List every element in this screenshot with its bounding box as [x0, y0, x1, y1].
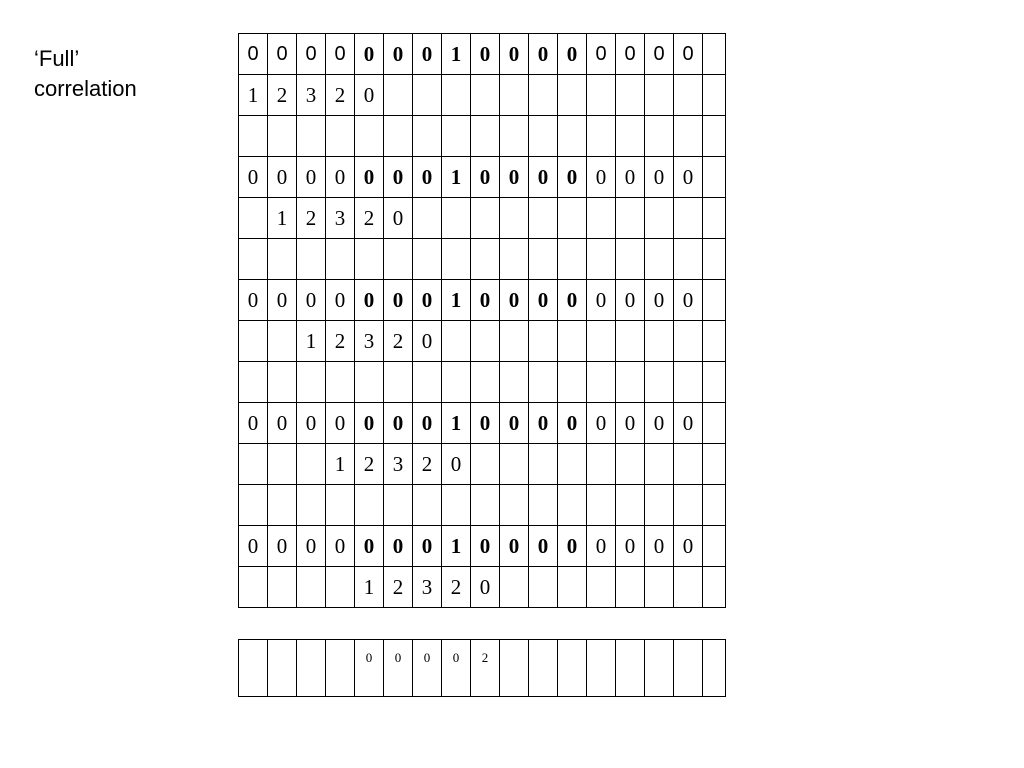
kernel-cell	[674, 444, 703, 485]
blank-cell	[413, 239, 442, 280]
kernel-cell: 0	[355, 75, 384, 116]
signal-cell: 0	[297, 526, 326, 567]
blank-cell	[529, 116, 558, 157]
kernel-cell	[587, 567, 616, 608]
kernel-cell	[558, 198, 587, 239]
blank-cell	[587, 362, 616, 403]
signal-cell: 0	[384, 34, 413, 75]
blank-cell	[384, 362, 413, 403]
signal-cell: 0	[587, 403, 616, 444]
result-cell: 0	[384, 640, 413, 697]
correlation-grid	[238, 33, 726, 608]
signal-cell: 0	[268, 34, 297, 75]
signal-cell: 0	[674, 526, 703, 567]
signal-row	[239, 157, 726, 198]
kernel-cell	[471, 321, 500, 362]
signal-cell: 0	[616, 526, 645, 567]
blank-cell	[239, 116, 268, 157]
blank-cell	[471, 239, 500, 280]
signal-cell: 0	[471, 403, 500, 444]
kernel-cell	[297, 444, 326, 485]
kernel-cell	[500, 444, 529, 485]
result-cell	[616, 640, 645, 697]
blank-cell	[239, 362, 268, 403]
kernel-cell: 3	[326, 198, 355, 239]
kernel-cell: 1	[239, 75, 268, 116]
signal-cell: 0	[297, 157, 326, 198]
blank-cell	[500, 485, 529, 526]
signal-cell: 0	[674, 157, 703, 198]
result-cell	[297, 640, 326, 697]
result-cell	[674, 640, 703, 697]
kernel-cell	[674, 198, 703, 239]
caption-full-correlation: ‘Full’ correlation	[34, 46, 137, 101]
signal-cell: 0	[326, 34, 355, 75]
signal-cell: 0	[268, 403, 297, 444]
kernel-cell	[587, 75, 616, 116]
signal-cell: 0	[616, 34, 645, 75]
signal-cell: 0	[645, 157, 674, 198]
kernel-cell	[616, 198, 645, 239]
blank-cell	[355, 239, 384, 280]
kernel-cell: 2	[355, 198, 384, 239]
blank-cell	[645, 239, 674, 280]
kernel-cell: 2	[355, 444, 384, 485]
kernel-cell	[442, 198, 471, 239]
signal-cell: 0	[645, 403, 674, 444]
signal-cell: 0	[326, 280, 355, 321]
signal-cell: 1	[442, 280, 471, 321]
result-cell	[645, 640, 674, 697]
kernel-cell	[239, 567, 268, 608]
kernel-cell	[703, 321, 726, 362]
blank-cell	[413, 116, 442, 157]
blank-cell	[703, 239, 726, 280]
signal-cell	[703, 403, 726, 444]
blank-cell	[355, 485, 384, 526]
blank-cell	[500, 362, 529, 403]
blank-cell	[355, 116, 384, 157]
kernel-cell	[616, 444, 645, 485]
signal-cell: 0	[297, 403, 326, 444]
blank-cell	[558, 485, 587, 526]
blank-cell	[674, 116, 703, 157]
kernel-cell: 2	[384, 567, 413, 608]
kernel-cell	[268, 567, 297, 608]
kernel-cell	[703, 444, 726, 485]
signal-cell: 0	[326, 526, 355, 567]
result-cell: 0	[413, 640, 442, 697]
blank-cell	[616, 362, 645, 403]
blank-cell	[616, 116, 645, 157]
signal-cell: 0	[471, 280, 500, 321]
blank-cell	[384, 116, 413, 157]
kernel-cell: 0	[471, 567, 500, 608]
kernel-cell	[558, 321, 587, 362]
signal-cell: 0	[355, 526, 384, 567]
kernel-cell	[239, 198, 268, 239]
kernel-cell	[674, 567, 703, 608]
result-cell	[326, 640, 355, 697]
blank-cell	[645, 362, 674, 403]
kernel-cell	[558, 567, 587, 608]
signal-cell: 0	[558, 34, 587, 75]
signal-cell: 0	[558, 526, 587, 567]
signal-cell: 0	[587, 157, 616, 198]
kernel-cell: 2	[413, 444, 442, 485]
kernel-cell	[674, 75, 703, 116]
kernel-cell	[529, 75, 558, 116]
kernel-cell	[587, 321, 616, 362]
blank-cell	[587, 116, 616, 157]
kernel-cell	[500, 321, 529, 362]
blank-cell	[326, 362, 355, 403]
signal-cell: 0	[500, 403, 529, 444]
kernel-cell: 0	[384, 198, 413, 239]
kernel-cell	[645, 75, 674, 116]
blank-cell	[326, 239, 355, 280]
kernel-cell	[442, 75, 471, 116]
kernel-cell: 2	[268, 75, 297, 116]
kernel-cell	[645, 567, 674, 608]
signal-cell: 0	[297, 34, 326, 75]
signal-cell: 0	[239, 403, 268, 444]
signal-cell: 0	[529, 526, 558, 567]
kernel-cell: 2	[442, 567, 471, 608]
signal-cell	[703, 157, 726, 198]
signal-cell: 0	[529, 403, 558, 444]
signal-cell: 0	[384, 526, 413, 567]
blank-cell	[355, 362, 384, 403]
blank-cell	[297, 116, 326, 157]
kernel-cell	[616, 567, 645, 608]
signal-cell: 0	[268, 157, 297, 198]
kernel-cell	[558, 75, 587, 116]
kernel-cell	[471, 444, 500, 485]
blank-cell	[326, 116, 355, 157]
kernel-cell	[703, 75, 726, 116]
blank-row	[239, 485, 726, 526]
signal-cell: 0	[587, 526, 616, 567]
blank-cell	[500, 239, 529, 280]
result-cell	[587, 640, 616, 697]
signal-cell: 0	[558, 157, 587, 198]
result-cell	[500, 640, 529, 697]
signal-cell: 0	[413, 280, 442, 321]
kernel-cell	[500, 75, 529, 116]
kernel-cell	[616, 75, 645, 116]
signal-cell: 0	[500, 157, 529, 198]
result-grid	[238, 639, 726, 697]
kernel-cell: 2	[384, 321, 413, 362]
blank-cell	[529, 362, 558, 403]
blank-cell	[674, 239, 703, 280]
signal-row	[239, 34, 726, 75]
result-cell	[703, 640, 726, 697]
signal-cell: 0	[529, 34, 558, 75]
signal-cell: 0	[471, 526, 500, 567]
result-cell	[239, 640, 268, 697]
kernel-cell: 1	[297, 321, 326, 362]
result-cell: 2	[471, 640, 500, 697]
kernel-cell: 1	[326, 444, 355, 485]
kernel-cell: 3	[297, 75, 326, 116]
result-cell: 0	[442, 640, 471, 697]
kernel-cell	[587, 444, 616, 485]
kernel-cell	[587, 198, 616, 239]
kernel-cell: 2	[297, 198, 326, 239]
kernel-cell	[471, 75, 500, 116]
kernel-cell	[529, 444, 558, 485]
signal-cell: 0	[239, 526, 268, 567]
signal-cell: 0	[268, 526, 297, 567]
blank-cell	[587, 239, 616, 280]
kernel-cell	[703, 567, 726, 608]
kernel-cell: 3	[413, 567, 442, 608]
blank-cell	[616, 485, 645, 526]
kernel-cell	[529, 198, 558, 239]
signal-cell: 0	[239, 280, 268, 321]
kernel-cell: 1	[355, 567, 384, 608]
signal-cell: 0	[616, 157, 645, 198]
signal-cell: 0	[529, 157, 558, 198]
signal-cell: 1	[442, 157, 471, 198]
signal-cell: 1	[442, 403, 471, 444]
signal-cell: 0	[558, 280, 587, 321]
kernel-cell	[239, 321, 268, 362]
kernel-cell	[239, 444, 268, 485]
blank-cell	[645, 116, 674, 157]
signal-cell: 0	[500, 526, 529, 567]
blank-cell	[268, 239, 297, 280]
blank-row	[239, 362, 726, 403]
signal-cell: 0	[413, 34, 442, 75]
signal-cell: 0	[645, 34, 674, 75]
signal-cell: 0	[500, 280, 529, 321]
blank-cell	[471, 116, 500, 157]
blank-cell	[471, 362, 500, 403]
blank-cell	[384, 239, 413, 280]
signal-cell: 0	[239, 157, 268, 198]
kernel-cell	[268, 321, 297, 362]
blank-cell	[297, 485, 326, 526]
kernel-cell: 1	[268, 198, 297, 239]
signal-cell: 0	[384, 157, 413, 198]
kernel-cell	[384, 75, 413, 116]
blank-cell	[529, 485, 558, 526]
blank-cell	[674, 362, 703, 403]
kernel-row	[239, 321, 726, 362]
blank-cell	[616, 239, 645, 280]
signal-cell: 1	[442, 526, 471, 567]
signal-cell: 0	[645, 280, 674, 321]
kernel-cell: 2	[326, 321, 355, 362]
blank-cell	[442, 239, 471, 280]
signal-cell: 0	[326, 157, 355, 198]
signal-cell: 0	[471, 157, 500, 198]
signal-cell: 0	[326, 403, 355, 444]
blank-cell	[326, 485, 355, 526]
result-cell	[268, 640, 297, 697]
blank-cell	[558, 116, 587, 157]
kernel-cell	[529, 321, 558, 362]
blank-cell	[268, 485, 297, 526]
blank-cell	[558, 362, 587, 403]
kernel-cell	[645, 444, 674, 485]
kernel-cell: 0	[413, 321, 442, 362]
signal-cell: 0	[529, 280, 558, 321]
blank-cell	[239, 239, 268, 280]
signal-cell: 0	[355, 280, 384, 321]
kernel-row	[239, 75, 726, 116]
blank-cell	[239, 485, 268, 526]
blank-cell	[587, 485, 616, 526]
signal-cell	[703, 34, 726, 75]
blank-row	[239, 116, 726, 157]
kernel-cell	[558, 444, 587, 485]
signal-cell: 0	[587, 34, 616, 75]
signal-cell: 0	[587, 280, 616, 321]
signal-cell: 0	[674, 403, 703, 444]
blank-cell	[558, 239, 587, 280]
signal-cell	[703, 280, 726, 321]
kernel-cell	[442, 321, 471, 362]
kernel-cell	[268, 444, 297, 485]
signal-cell: 0	[297, 280, 326, 321]
signal-cell: 0	[674, 34, 703, 75]
kernel-cell	[645, 321, 674, 362]
result-cell: 0	[355, 640, 384, 697]
kernel-row	[239, 444, 726, 485]
kernel-cell	[413, 75, 442, 116]
kernel-cell	[616, 321, 645, 362]
result-cell	[529, 640, 558, 697]
blank-cell	[645, 485, 674, 526]
signal-cell: 0	[413, 526, 442, 567]
signal-cell: 0	[239, 34, 268, 75]
blank-cell	[703, 116, 726, 157]
signal-cell: 1	[442, 34, 471, 75]
kernel-cell	[500, 567, 529, 608]
blank-cell	[413, 362, 442, 403]
kernel-cell: 2	[326, 75, 355, 116]
signal-cell: 0	[413, 403, 442, 444]
blank-cell	[674, 485, 703, 526]
signal-cell: 0	[616, 403, 645, 444]
blank-cell	[529, 239, 558, 280]
kernel-cell	[529, 567, 558, 608]
blank-cell	[442, 116, 471, 157]
signal-cell: 0	[616, 280, 645, 321]
kernel-cell	[471, 198, 500, 239]
signal-cell: 0	[355, 34, 384, 75]
blank-cell	[442, 485, 471, 526]
blank-cell	[413, 485, 442, 526]
blank-cell	[500, 116, 529, 157]
signal-cell: 0	[558, 403, 587, 444]
kernel-cell: 3	[384, 444, 413, 485]
kernel-row	[239, 567, 726, 608]
result-cell	[558, 640, 587, 697]
kernel-cell	[703, 198, 726, 239]
kernel-cell	[645, 198, 674, 239]
signal-cell: 0	[471, 34, 500, 75]
kernel-cell	[500, 198, 529, 239]
blank-cell	[442, 362, 471, 403]
signal-row	[239, 526, 726, 567]
signal-cell: 0	[355, 403, 384, 444]
kernel-cell	[413, 198, 442, 239]
signal-cell: 0	[384, 280, 413, 321]
kernel-cell	[297, 567, 326, 608]
signal-row	[239, 280, 726, 321]
blank-cell	[297, 239, 326, 280]
blank-cell	[268, 116, 297, 157]
signal-cell: 0	[674, 280, 703, 321]
kernel-cell	[326, 567, 355, 608]
signal-cell: 0	[355, 157, 384, 198]
blank-cell	[297, 362, 326, 403]
blank-row	[239, 239, 726, 280]
signal-cell: 0	[413, 157, 442, 198]
blank-cell	[384, 485, 413, 526]
signal-cell: 0	[645, 526, 674, 567]
signal-cell: 0	[384, 403, 413, 444]
signal-cell	[703, 526, 726, 567]
signal-cell: 0	[500, 34, 529, 75]
blank-cell	[703, 485, 726, 526]
signal-row	[239, 403, 726, 444]
kernel-row	[239, 198, 726, 239]
blank-cell	[268, 362, 297, 403]
kernel-cell	[674, 321, 703, 362]
blank-cell	[703, 362, 726, 403]
signal-cell: 0	[268, 280, 297, 321]
kernel-cell: 0	[442, 444, 471, 485]
kernel-cell: 3	[355, 321, 384, 362]
blank-cell	[471, 485, 500, 526]
result-row	[239, 640, 726, 697]
